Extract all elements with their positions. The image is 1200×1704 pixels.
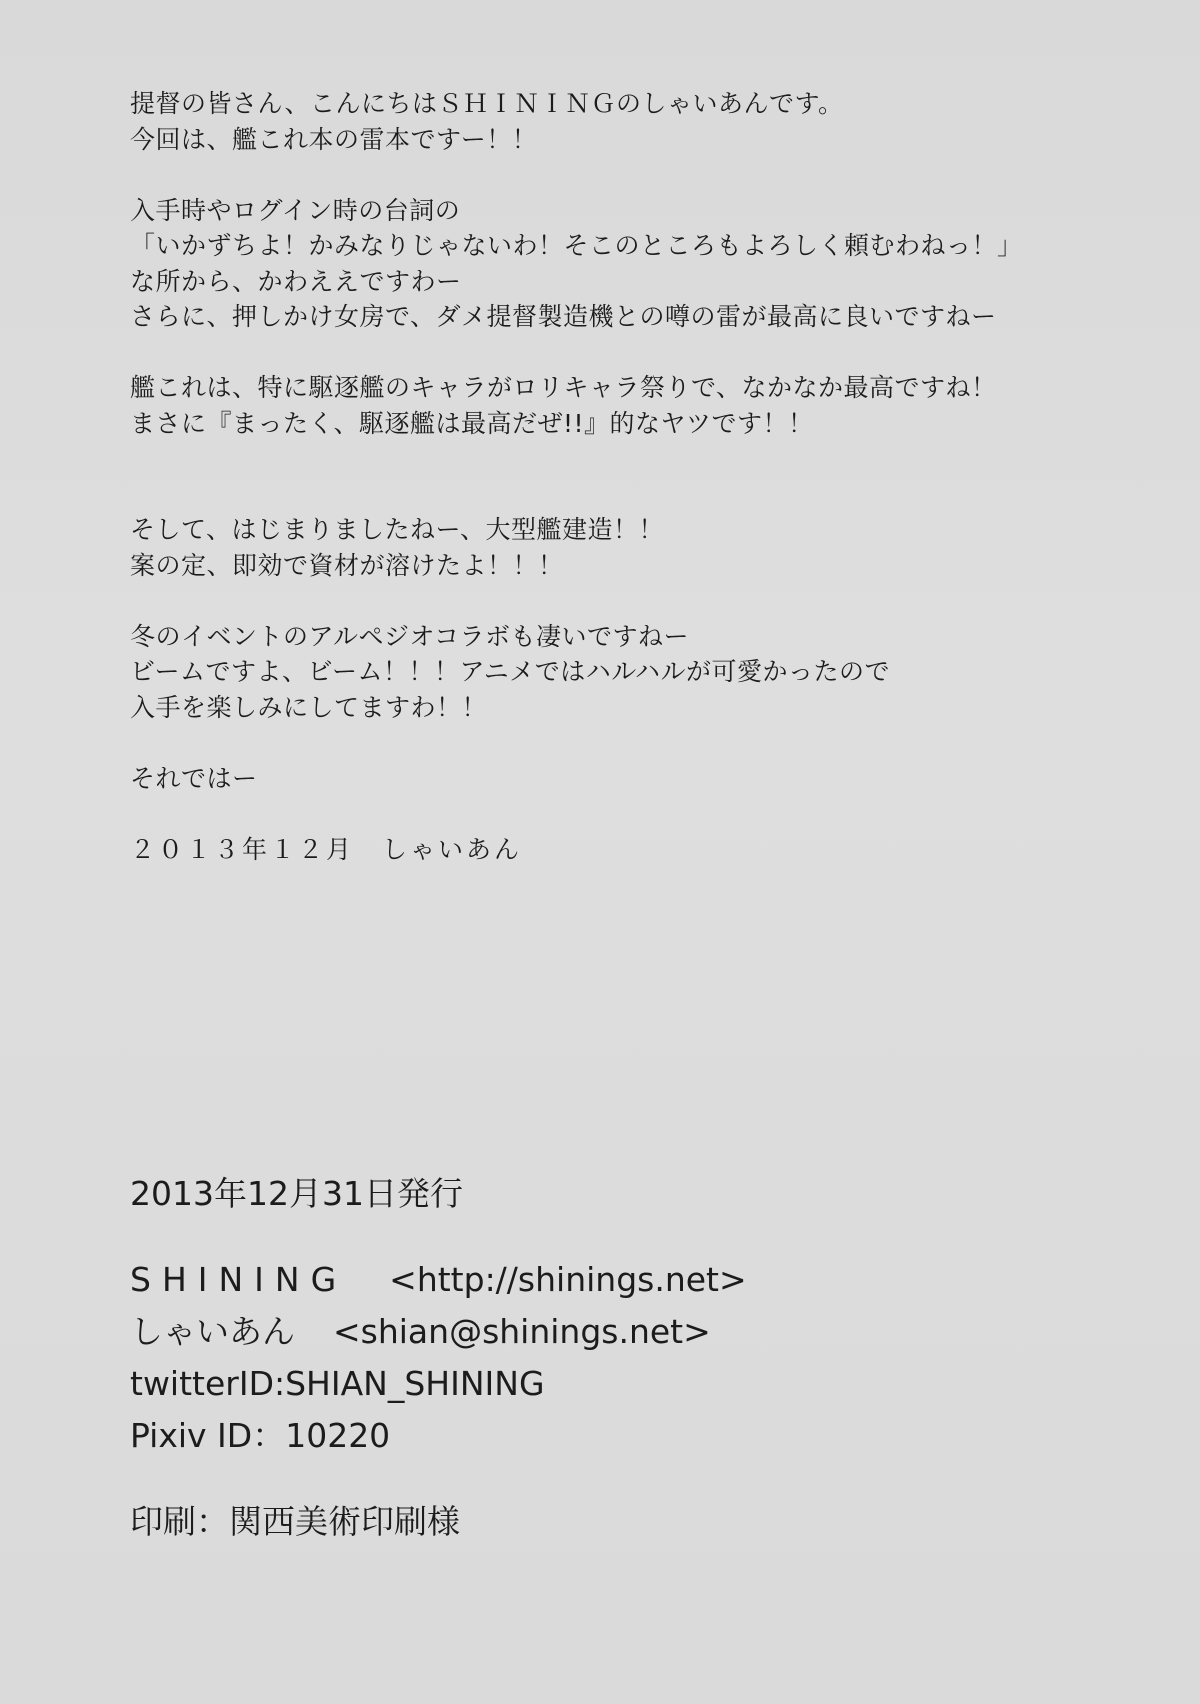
afterword-line: 「いかずちよ！かみなりじゃないわ！そこのところもよろしく頼むわねっ！」 xyxy=(130,231,1023,260)
colophon-block xyxy=(130,1168,1130,1548)
afterword-line: ビームですよ、ビーム！！！アニメではハルハルが可愛かったので xyxy=(130,657,891,686)
afterword-line: 艦これは、特に駆逐艦のキャラがロリキャラ祭りで、なかなか最高ですね！ xyxy=(130,373,997,402)
afterword-line: さらに、押しかけ女房で、ダメ提督製造機との噂の雷が最高に良いですねー xyxy=(130,302,997,331)
twitter-id: twitterID:SHIAN_SHINING xyxy=(130,1364,545,1403)
printer-credit: 印刷：関西美術印刷様 xyxy=(130,1502,460,1541)
afterword-line: 入手を楽しみにしてますわ！！ xyxy=(130,692,488,722)
afterword-line: まさに『まったく、駆逐艦は最高だぜ!!』的なヤツです！！ xyxy=(130,408,814,438)
afterword-line: 今回は、艦これ本の雷本ですー！！ xyxy=(130,124,538,154)
author-line xyxy=(130,1306,1130,1358)
circle-name: SHINING xyxy=(130,1260,348,1299)
circle-line xyxy=(130,1254,1130,1306)
afterword-line: 入手時やログイン時の台詞の xyxy=(130,195,461,225)
afterword-signature: ２０１３年１２月 しゃいあん xyxy=(130,834,523,864)
afterword-line: 冬のイベントのアルペジオコラボも凄いですねー xyxy=(130,621,690,651)
afterword-text xyxy=(130,86,1150,867)
circle-url: <http://shinings.net> xyxy=(389,1260,747,1299)
afterword-closing: それではー xyxy=(130,763,258,793)
afterword-line: そして、はじまりましたねー、大型艦建造！！ xyxy=(130,515,665,544)
author-name: しゃいあん xyxy=(130,1312,295,1351)
afterword-line: 提督の皆さん、こんにちはＳＨＩＮＩＮＧのしゃいあんです。 xyxy=(130,89,844,118)
issue-date: 2013年12月31日発行 xyxy=(130,1174,463,1213)
afterword-line: 案の定、即効で資材が溶けたよ！！！ xyxy=(130,550,564,580)
afterword-line: な所から、かわええですわー xyxy=(130,266,462,296)
author-email: <shian@shinings.net> xyxy=(333,1312,711,1351)
pixiv-id: Pixiv ID：10220 xyxy=(130,1416,391,1455)
